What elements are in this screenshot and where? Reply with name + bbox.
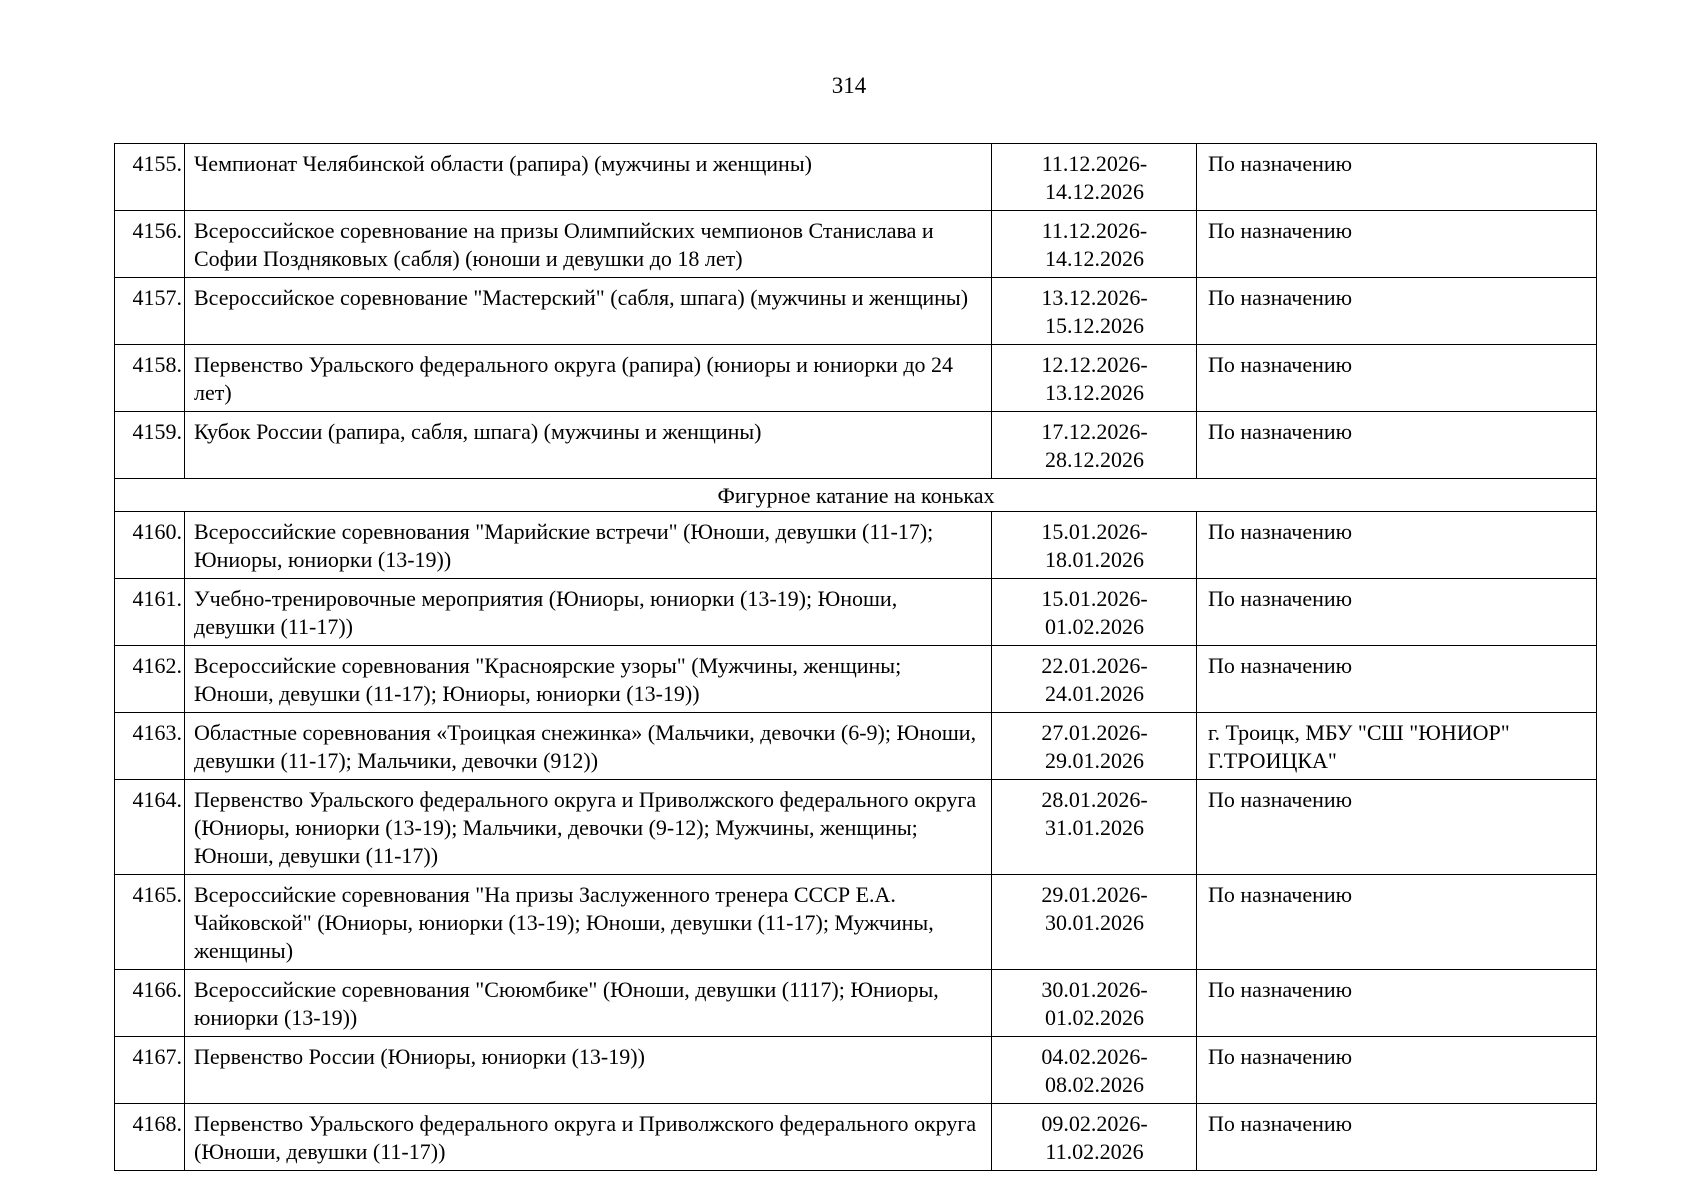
event-name: Учебно-тренировочные мероприятия (Юниоры, юниорки (13-19); Юноши, девушки (11-17)): [185, 579, 992, 646]
event-place: По назначению: [1197, 278, 1597, 345]
event-dates: [992, 278, 1197, 345]
event-name: Чемпионат Челябинской области (рапира) (мужчины и женщины): [185, 144, 992, 211]
table-row: [115, 211, 1597, 278]
event-place: По назначению: [1197, 1104, 1597, 1171]
date-start: 11.12.2026-: [1041, 218, 1148, 243]
event-dates: [992, 970, 1197, 1037]
event-name: Всероссийские соревнования "Красноярские узоры" (Мужчины, женщины; Юноши, девушки (11-17); Юниоры, юниорки (13-19)): [185, 646, 992, 713]
row-number: 4161.: [115, 579, 185, 646]
event-place: По назначению: [1197, 875, 1597, 970]
date-end: 11.02.2026: [1045, 1139, 1144, 1164]
event-dates: [992, 579, 1197, 646]
table-row: [115, 713, 1597, 780]
date-end: 24.01.2026: [1045, 681, 1144, 706]
event-dates: [992, 1104, 1197, 1171]
event-place: По назначению: [1197, 412, 1597, 479]
event-dates: [992, 875, 1197, 970]
table-row: [115, 579, 1597, 646]
event-name: Всероссийское соревнование "Мастерский" (сабля, шпага) (мужчины и женщины): [185, 278, 992, 345]
page-number: 314: [831, 73, 867, 98]
event-place: По назначению: [1197, 512, 1597, 579]
date-end: 14.12.2026: [1045, 246, 1144, 271]
row-number: 4159.: [115, 412, 185, 479]
date-start: 28.01.2026-: [1041, 787, 1148, 812]
date-start: 11.12.2026-: [1041, 151, 1148, 176]
event-place: По назначению: [1197, 144, 1597, 211]
event-name: Всероссийские соревнования "Сююмбике" (Юноши, девушки (1117); Юниоры, юниорки (13-19)): [185, 970, 992, 1037]
date-start: 27.01.2026-: [1041, 720, 1148, 745]
row-number: 4168.: [115, 1104, 185, 1171]
date-end: 01.02.2026: [1045, 1005, 1144, 1030]
event-place: По назначению: [1197, 646, 1597, 713]
table-row: [115, 970, 1597, 1037]
date-end: 30.01.2026: [1045, 910, 1144, 935]
event-place: По назначению: [1197, 780, 1597, 875]
event-name: Первенство Уральского федерального округа и Приволжского федерального округа (Юноши, девушки (11-17)): [185, 1104, 992, 1171]
event-name: Кубок России (рапира, сабля, шпага) (мужчины и женщины): [185, 412, 992, 479]
date-start: 17.12.2026-: [1041, 419, 1148, 444]
date-start: 09.02.2026-: [1041, 1111, 1148, 1136]
table-row: [115, 345, 1597, 412]
event-name: Всероссийские соревнования "Марийские встречи" (Юноши, девушки (11-17); Юниоры, юниорки (13-19)): [185, 512, 992, 579]
row-number: 4163.: [115, 713, 185, 780]
event-name: Всероссийское соревнование на призы Олимпийских чемпионов Станислава и Софии Поздняковых (сабля) (юноши и девушки до 18 лет): [185, 211, 992, 278]
event-dates: [992, 713, 1197, 780]
table-row: [115, 1104, 1597, 1171]
date-start: 29.01.2026-: [1041, 882, 1148, 907]
event-name: Первенство Уральского федерального округа и Приволжского федерального округа (Юниоры, юниорки (13-19); Мальчики, девочки (9-12); Мужчины, женщины; Юноши, девушки (11-17)): [185, 780, 992, 875]
event-dates: [992, 512, 1197, 579]
date-end: 31.01.2026: [1045, 815, 1144, 840]
row-number: 4162.: [115, 646, 185, 713]
row-number: 4157.: [115, 278, 185, 345]
row-number: 4155.: [115, 144, 185, 211]
event-dates: [992, 780, 1197, 875]
event-dates: [992, 412, 1197, 479]
row-number: 4160.: [115, 512, 185, 579]
row-number: 4167.: [115, 1037, 185, 1104]
row-number: 4165.: [115, 875, 185, 970]
table-row: [115, 144, 1597, 211]
row-number: 4164.: [115, 780, 185, 875]
table-row: [115, 1037, 1597, 1104]
date-end: 29.01.2026: [1045, 748, 1144, 773]
date-end: 14.12.2026: [1045, 179, 1144, 204]
date-end: 18.01.2026: [1045, 547, 1144, 572]
date-start: 15.01.2026-: [1041, 586, 1148, 611]
event-name: Первенство Уральского федерального округа (рапира) (юниоры и юниорки до 24 лет): [185, 345, 992, 412]
section-title: Фигурное катание на коньках: [115, 479, 1597, 512]
event-place: По назначению: [1197, 1037, 1597, 1104]
event-place: г. Троицк, МБУ "СШ "ЮНИОР" Г.ТРОИЦКА": [1197, 713, 1597, 780]
date-start: 13.12.2026-: [1041, 285, 1148, 310]
date-start: 12.12.2026-: [1041, 352, 1148, 377]
table-row: [115, 412, 1597, 479]
event-dates: [992, 345, 1197, 412]
event-place: По назначению: [1197, 579, 1597, 646]
table-row: [115, 875, 1597, 970]
date-end: 15.12.2026: [1045, 313, 1144, 338]
event-place: По назначению: [1197, 211, 1597, 278]
events-table: [114, 143, 1597, 1171]
event-name: Всероссийские соревнования "На призы Заслуженного тренера СССР Е.А. Чайковской" (Юниоры, юниорки (13-19); Юноши, девушки (11-17); Мужчины, женщины): [185, 875, 992, 970]
date-start: 15.01.2026-: [1041, 519, 1148, 544]
table-row: [115, 278, 1597, 345]
event-place: По назначению: [1197, 345, 1597, 412]
date-end: 01.02.2026: [1045, 614, 1144, 639]
event-dates: [992, 144, 1197, 211]
row-number: 4156.: [115, 211, 185, 278]
event-dates: [992, 1037, 1197, 1104]
date-end: 08.02.2026: [1045, 1072, 1144, 1097]
date-start: 04.02.2026-: [1041, 1044, 1148, 1069]
row-number: 4158.: [115, 345, 185, 412]
event-dates: [992, 646, 1197, 713]
event-name: Первенство России (Юниоры, юниорки (13-19)): [185, 1037, 992, 1104]
date-end: 13.12.2026: [1045, 380, 1144, 405]
table-row: [115, 780, 1597, 875]
event-name: Областные соревнования «Троицкая снежинка» (Мальчики, девочки (6-9); Юноши, девушки (11-17); Мальчики, девочки (912)): [185, 713, 992, 780]
date-start: 22.01.2026-: [1041, 653, 1148, 678]
date-start: 30.01.2026-: [1041, 977, 1148, 1002]
event-dates: [992, 211, 1197, 278]
row-number: 4166.: [115, 970, 185, 1037]
section-header-row: [115, 479, 1597, 512]
table-row: [115, 512, 1597, 579]
table-row: [115, 646, 1597, 713]
event-place: По назначению: [1197, 970, 1597, 1037]
date-end: 28.12.2026: [1045, 447, 1144, 472]
